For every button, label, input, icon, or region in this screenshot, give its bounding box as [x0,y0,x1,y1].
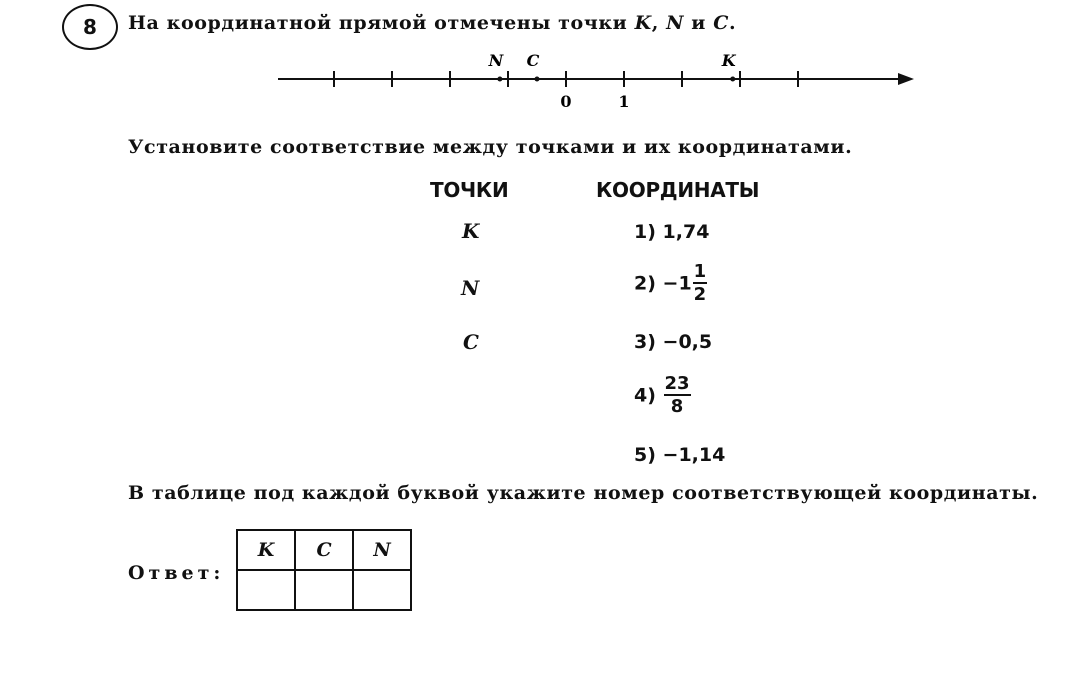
answer-header-c: C [295,530,353,570]
coordinate-option-3 [634,331,712,353]
point-n-marker [497,77,502,82]
answer-table [236,529,412,611]
points-header: ТОЧКИ [430,178,509,202]
point-k-label: K [721,51,736,70]
answer-input-row [237,570,411,610]
point-c-marker [535,77,540,82]
option-fraction [693,263,708,304]
task-period: . [728,12,737,34]
coordinate-option-2 [634,263,707,304]
point-n-label: N [488,51,504,70]
answer-header-n: N [353,530,411,570]
fraction-denominator: 2 [693,284,707,305]
task-separator: , [651,12,667,34]
answer-cell-n[interactable] [353,570,411,610]
answer-header-row [237,530,411,570]
option-index: 5) [634,444,656,466]
arrow-head-icon [898,73,914,85]
option-fraction [664,375,691,416]
option-index: 4) [634,384,656,407]
table-instruction-text: В таблице под каждой буквой укажите номер соответствующей координаты. [128,482,1039,504]
coordinates-header: КООРДИНАТЫ [596,178,760,202]
option-index: 1) [634,221,656,243]
number-line [0,0,1080,130]
option-value-whole: −1 [662,272,692,295]
fraction-denominator: 8 [670,396,684,417]
task-point-n: N [666,12,685,34]
option-index: 2) [634,272,656,295]
point-k-marker [730,77,735,82]
option-value: −0,5 [662,331,713,353]
fraction-numerator: 23 [664,373,690,394]
task-separator: и [684,12,714,34]
tick-label: 0 [560,92,572,111]
instruction-text: Установите соответствие между точками и их координатами. [128,136,853,158]
point-label-k: K [462,219,480,243]
coordinate-option-1 [634,221,709,243]
option-index: 3) [634,331,656,353]
option-value: −1,14 [662,444,726,466]
answer-cell-k[interactable] [237,570,295,610]
fraction-numerator: 1 [693,261,707,282]
tick-label: 1 [618,92,630,111]
coordinate-option-5 [634,444,725,466]
task-point-c: C [713,12,729,34]
point-label-n: N [461,276,480,300]
task-point-k: K [634,12,652,34]
answer-cell-c[interactable] [295,570,353,610]
answer-header-k: K [237,530,295,570]
point-c-label: C [526,51,540,70]
coordinate-option-4 [634,375,691,416]
option-value: 1,74 [662,221,710,243]
task-text: На координатной прямой отмечены точки [128,12,635,34]
answer-label: Ответ: [128,562,225,584]
point-label-c: C [463,330,479,354]
task-number: 8 [83,15,97,39]
